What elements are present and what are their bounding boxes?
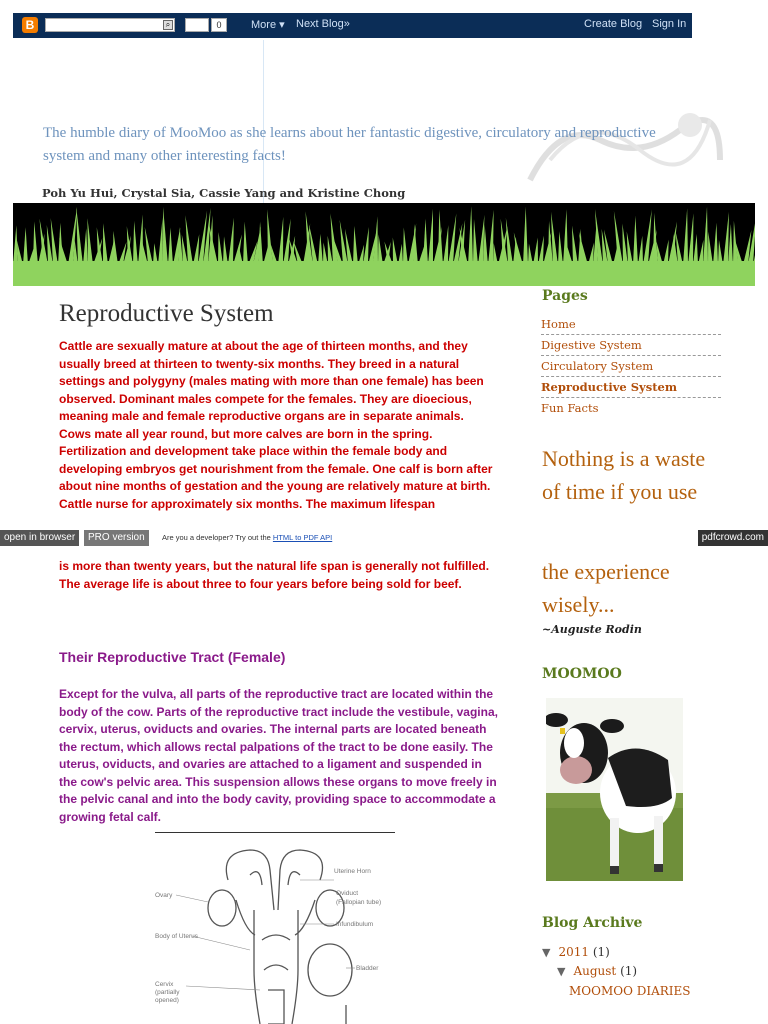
post-title: Reproductive System — [59, 300, 274, 327]
diagram-label-uterine-horn: Uterine Horn — [334, 868, 371, 875]
reproductive-tract-heading: Their Reproductive Tract (Female) — [59, 649, 286, 665]
blog-archive-heading: Blog Archive — [542, 915, 643, 931]
page-link-digestive-system[interactable]: Digestive System — [541, 335, 721, 356]
sign-in-link[interactable]: Sign In — [652, 18, 687, 30]
intro-paragraph-part2: is more than twenty years, but the natural life span is generally not fulfilled. The average life is about three to four years before being sold for beef. — [59, 559, 490, 591]
expand-triangle-icon[interactable]: ▼ — [542, 946, 551, 959]
archive-year-row[interactable] — [542, 945, 610, 959]
pro-version-button[interactable]: PRO version — [84, 530, 149, 546]
page-link-home[interactable]: Home — [541, 314, 721, 335]
share-count: 0 — [211, 18, 227, 32]
next-blog-link[interactable]: Next Blog» — [296, 18, 350, 30]
quote-author: ~Auguste Rodin — [542, 623, 642, 636]
intro-paragraph-part1: Cattle are sexually mature at about the age of thirteen months, and they usually breed at thirteen to twenty-six months. They breed in a natural settings and polygyny (males mating with more than one female) has been observed. Dominant males compete for the females. They are dioecious, meaning male and female reproductive organs are in separate animals. Cows mate all year round, but more calves are born in the spring. Fertilization and development take place within the female body and developing embryos get nourishment from the female. One calf is born after about nine months of gestation and the young are relatively mature at birth. Cattle nurse for approximately six months. The maximum lifespan — [59, 339, 493, 511]
moomoo-heading: MOOMOO — [542, 666, 622, 682]
tract-paragraph: Except for the vulva, all parts of the reproductive tract are located within the body of the cow. Parts of the reproductive tract include the vestibule, vagina, cervix, uterus, oviducts and ovaries. The internal parts are located beneath the rectum, which allows rectal palpations of the tract to be done easily. The uterus, oviducts, and ovaries are attached to a ligament and suspended in the cow's pelvic area. This suspension allows these organs to move freely in the pelvic canal and into the body cavity, providing space to accommodate a growing fetal calf. — [59, 687, 498, 824]
diagram-label-body-of-uterus: Body of Uterus — [155, 933, 198, 940]
pages-list — [541, 314, 721, 418]
pages-heading: Pages — [542, 288, 588, 304]
developer-promo — [162, 532, 332, 544]
open-in-browser-button[interactable]: open in browser — [0, 530, 79, 546]
diagram-label-cervix: Cervix — [155, 981, 174, 988]
diagram-label-opened: opened) — [155, 997, 179, 1004]
reproductive-tract-diagram — [150, 840, 400, 1024]
blog-description: The humble diary of MooMoo as she learns about her fantastic digestive, circulatory and reproductive system and many other interesting facts! — [43, 125, 656, 164]
archive-year-link[interactable]: 2011 — [558, 945, 590, 959]
page-link-fun-facts[interactable]: Fun Facts — [541, 401, 599, 415]
archive-month-row[interactable] — [557, 964, 637, 978]
expand-triangle-icon[interactable]: ▼ — [557, 965, 566, 978]
diagram-label-ovary: Ovary — [155, 892, 173, 899]
archive-year-count: (1) — [592, 945, 610, 959]
archive-month-count: (1) — [620, 964, 638, 978]
page-link-reproductive-system[interactable]: Reproductive System — [541, 377, 721, 398]
quote-line-1: Nothing is a waste — [542, 446, 706, 471]
diagram-label-oviduct: Oviduct — [336, 890, 359, 897]
archive-month-link[interactable]: August — [573, 964, 617, 978]
more-menu-link[interactable]: More ▾ — [251, 19, 285, 31]
archive-post-link[interactable]: MOOMOO DIARIES — [569, 984, 691, 998]
share-button[interactable] — [185, 18, 209, 32]
diagram-label-infundibulum: Infundibulum — [336, 921, 374, 928]
quote-line-3: the experience — [542, 559, 670, 584]
moomoo-cow-photo — [546, 698, 683, 881]
diagram-label-partially: (partially — [155, 989, 180, 996]
page-link-circulatory-system[interactable]: Circulatory System — [541, 356, 721, 377]
diagram-label-fallopian: (Fallopian tube) — [336, 899, 382, 906]
create-blog-link[interactable]: Create Blog — [584, 18, 643, 30]
diagram-divider — [155, 832, 395, 833]
quote-line-2: of time if you use — [542, 479, 698, 504]
html-to-pdf-api-link[interactable]: HTML to PDF API — [272, 533, 333, 542]
search-icon[interactable]: ⌕ — [163, 20, 173, 30]
blog-search-input[interactable] — [45, 18, 175, 32]
developer-promo-text: Are you a developer? Try out the — [162, 533, 273, 542]
grass-banner-image — [13, 203, 755, 286]
blog-authors: Poh Yu Hui, Crystal Sia, Cassie Yang and Kristine Chong — [42, 186, 406, 200]
pdfcrowd-brand-link[interactable]: pdfcrowd.com — [698, 530, 768, 546]
blogger-navbar — [13, 13, 692, 38]
pdfcrowd-bar — [0, 530, 768, 546]
diagram-label-bladder: Bladder — [356, 965, 379, 972]
quote-line-4: wisely... — [542, 592, 615, 617]
blogger-logo-icon[interactable]: B — [22, 17, 38, 33]
